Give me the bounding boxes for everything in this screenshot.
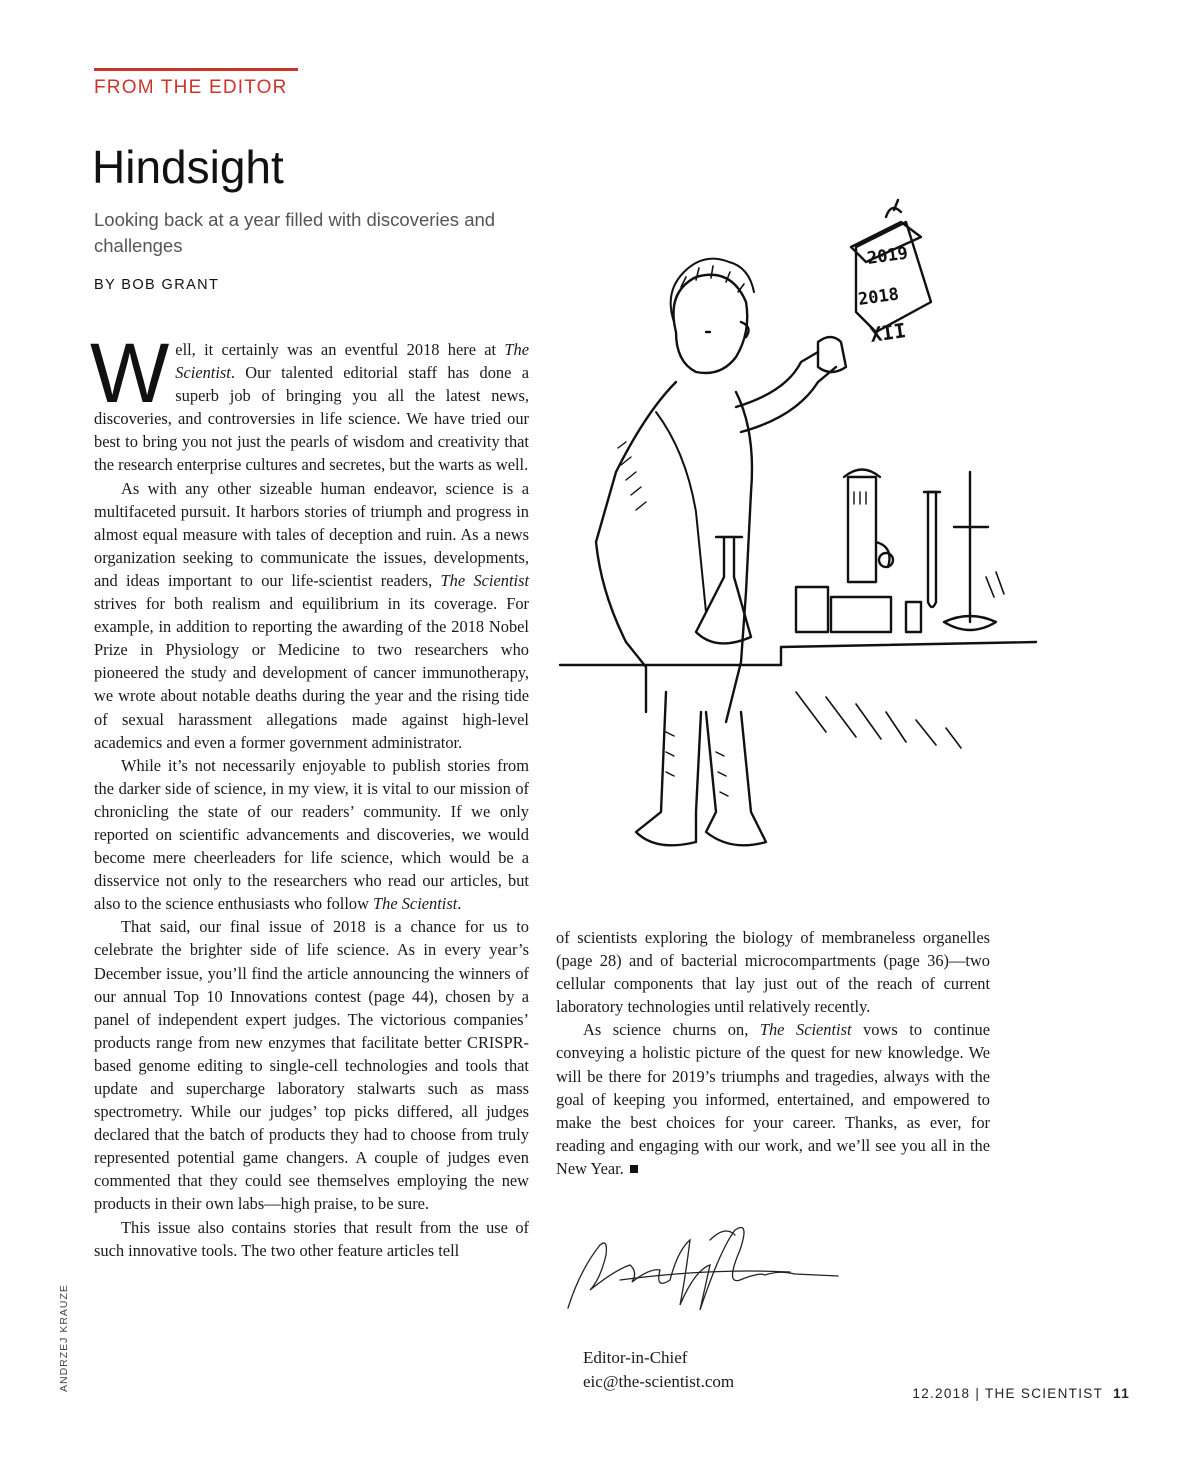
headline: Hindsight	[92, 141, 284, 193]
section-label: FROM THE EDITOR	[94, 77, 288, 98]
deck: Looking back at a year filled with discoveries and challenges	[94, 209, 496, 256]
paragraph-2	[94, 477, 529, 754]
section-rule	[94, 68, 298, 71]
text-run: .	[457, 894, 462, 914]
text-run: ell, it certainly was an eventful 2018 here at	[175, 340, 505, 359]
calendar-month: XII	[868, 318, 908, 347]
paragraph-5: This issue also contains stories that result from the use of such innovative tools. The two other feature articles tell	[94, 1217, 529, 1260]
drop-cap: W	[90, 326, 170, 420]
paragraph-3	[94, 754, 529, 916]
article-column-1	[90, 326, 529, 1262]
signoff-title: Editor-in-Chief	[583, 1348, 688, 1367]
publication-name: The Scientist	[175, 340, 529, 383]
text-run: vows to continue conveying a holistic picture of the quest for new knowledge. We will be there for 2019’s triumphs and tragedies, always with the goal of keeping you informed, entertained, and empowered to make the best choices for your career. Thanks, as ever, for reading and engaging with our work, and we’ll see you all in the New Year.	[556, 1020, 991, 1178]
signoff-email: eic@the-scientist.com	[583, 1372, 735, 1391]
text-run: As science churns on,	[583, 1020, 760, 1040]
text-run: . Our talented editorial staff has done a superb job of bringing you all the latest news, discoveries, and controversies in life science. We have tried our best to bring you not just the pearls of wisdom and creativity that the research enterprise cultures and secretes, but the warts as well.	[94, 363, 529, 475]
issue-label: 12.2018 | THE SCIENTIST	[912, 1386, 1104, 1401]
text-run: As with any other sizeable human endeavor, science is a multifaceted pursuit. It harbors stories of triumph and progress in almost equal measure with tales of deception and ruin. As a news organization seeking to communicate the issues, developments, and ideas important to our life-scientist readers,	[94, 478, 529, 590]
calendar-year-back: 2019	[865, 243, 910, 269]
paragraph-1	[90, 326, 529, 477]
publication-name: The Scientist	[440, 570, 529, 590]
page-footer	[912, 1386, 1130, 1401]
text-run: While it’s not necessarily enjoyable to publish stories from the darker side of science, in my view, it is vital to our mission of chronicling the state of our readers’ community. If we only reported on scientific advancements and discoveries, we would become mere cheerleaders for life science, which would be a disservice not only to the researchers who read our articles, but also to the science enthusiasts who follow	[94, 755, 529, 914]
cartoon-illustration	[556, 192, 1042, 882]
article-column-2	[556, 926, 990, 1180]
paragraph-6: of scientists exploring the biology of membraneless organelles (page 28) and of bacterial microcompartments (page 36)—two cellular components that lay just out of the reach of current laboratory technologies until relatively recently.	[556, 928, 990, 1017]
text-run: strives for both realism and equilibrium in its coverage. For example, in addition to reporting the awarding of the 2018 Nobel Prize in Physiology or Medicine to two researchers who pioneered the study and development of cancer immunotherapy, we wrote about notable deaths during the year and the rising tide of sexual harassment allegations made against high-level academics and even a former government administrator.	[94, 594, 529, 752]
illustration-credit: ANDRZEJ KRAUZE	[58, 1284, 70, 1392]
end-mark-icon	[630, 1165, 638, 1173]
paragraph-4: That said, our final issue of 2018 is a chance for us to celebrate the brighter side of life science. As in every year’s December issue, you’ll find the article announcing the winners of our annual Top 10 Innovations contest (page 44), chosen by a panel of independent expert judges. The victorious companies’ products range from new enzymes that facilitate better CRISPR-based genome editing to single-cell technologies and tools that update and supercharge laboratory stalwarts such as mass spectrometry. While our judges’ top picks differed, all judges declared that the batch of products they had to choose from truly represented potential game changers. A couple of judges even commented that they could see themselves employing the new products in their own labs—high praise, to be sure.	[94, 917, 529, 1214]
calendar-year-front: 2018	[856, 284, 901, 310]
publication-name: The Scientist	[373, 894, 458, 914]
publication-name: The Scientist	[759, 1020, 852, 1040]
page-number: 11	[1113, 1386, 1130, 1401]
paragraph-7	[556, 1018, 990, 1180]
signoff	[583, 1346, 734, 1394]
byline: BY BOB GRANT	[94, 277, 220, 293]
editor-signature	[560, 1210, 850, 1320]
